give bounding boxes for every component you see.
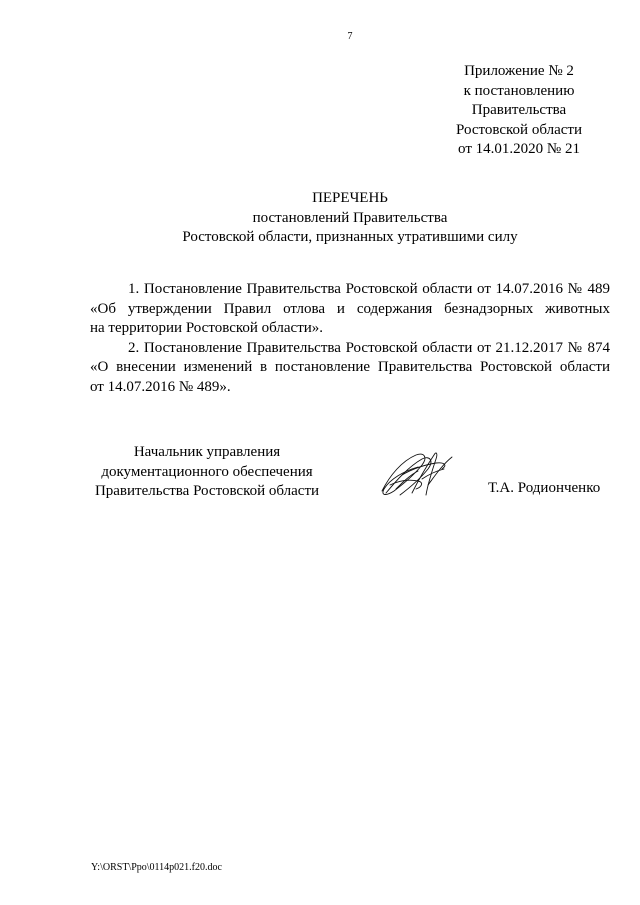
appendix-line: к постановлению (463, 82, 575, 99)
signatory-title-line: Начальник управления (133, 444, 281, 460)
list-body (90, 280, 610, 397)
list-item-line: на территории Ростовской области». (90, 320, 324, 336)
appendix-line: Ростовской области (456, 121, 582, 138)
page-number: 7 (347, 31, 353, 42)
list-item-line: 2. Постановление Правительства Ростовской области от 21.12.2017 № 874 (128, 339, 610, 356)
appendix-line: Правительства (471, 102, 567, 118)
list-item-line: «О внесении изменений в постановление Правительства Ростовской области (90, 359, 610, 375)
signatory-name: Т.А. Родионченко (488, 480, 601, 496)
signatory-title-line: документационного обеспечения (101, 463, 313, 480)
document-title: ПЕРЕЧЕНЬ (312, 190, 388, 206)
appendix-line: от 14.01.2020 № 21 (458, 141, 580, 157)
handwritten-signature (372, 445, 462, 503)
list-item-line: 1. Постановление Правительства Ростовской области от 14.07.2016 № 489 (128, 281, 610, 297)
signatory-title (84, 443, 330, 502)
document-subtitle: Ростовской области, признанных утратившими силу (182, 229, 518, 245)
appendix-reference (440, 62, 598, 160)
list-item-line: «Об утверждении Правил отлова и содержания безнадзорных животных (90, 300, 610, 317)
document-heading (90, 189, 610, 248)
signatory-title-line: Правительства Ростовской области (94, 483, 320, 499)
appendix-line: Приложение № 2 (464, 63, 574, 79)
list-item-line: от 14.07.2016 № 489». (90, 378, 231, 395)
document-subtitle: постановлений Правительства (252, 209, 448, 226)
footer-file-path: Y:\ORST\Ppo\0114p021.f20.doc (91, 862, 222, 873)
